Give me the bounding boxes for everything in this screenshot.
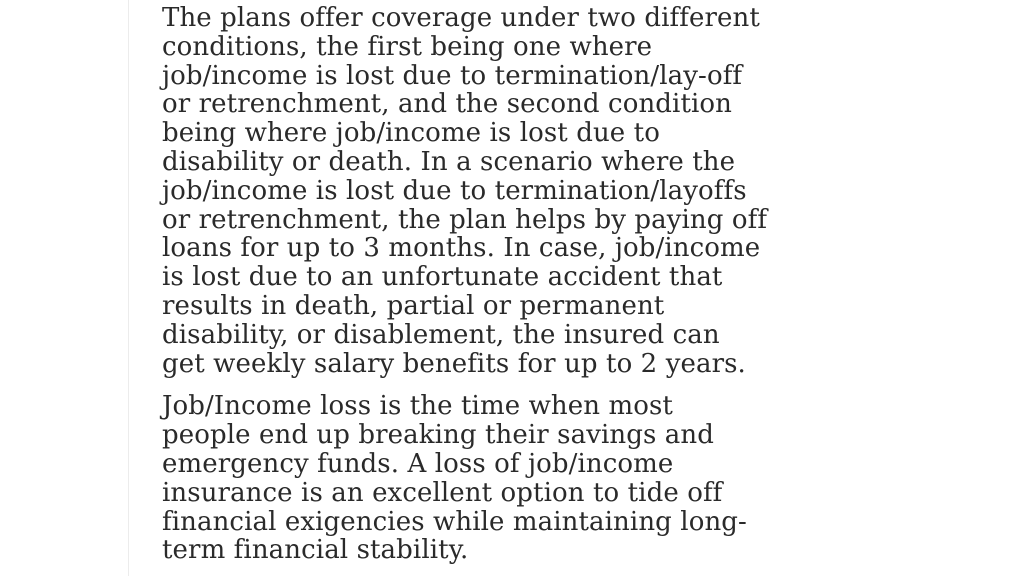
text-line: disability or death. In a scenario where the bbox=[162, 146, 736, 177]
text-line: people end up breaking their savings and bbox=[162, 420, 714, 451]
text-line: job/income is lost due to termination/layoffs bbox=[162, 175, 747, 206]
right-margin bbox=[920, 0, 1024, 576]
text-line: term financial stability. bbox=[162, 535, 469, 566]
text-line: Job/Income loss is the time when most bbox=[162, 391, 673, 422]
text-line: being where job/income is lost due to bbox=[162, 118, 660, 149]
text-line: insurance is an excellent option to tide off bbox=[162, 477, 723, 508]
text-line: or retrenchment, and the second condition bbox=[162, 89, 733, 120]
text-line: is lost due to an unfortunate accident that bbox=[162, 262, 723, 293]
text-line: results in death, partial or permanent bbox=[162, 290, 665, 321]
text-line: The plans offer coverage under two different bbox=[162, 3, 760, 33]
text-line: loans for up to 3 months. In case, job/income bbox=[162, 233, 761, 264]
text-line: or retrenchment, the plan helps by paying off bbox=[162, 204, 768, 235]
paragraph-coverage-conditions bbox=[162, 4, 922, 378]
text-line: get weekly salary benefits for up to 2 years. bbox=[162, 348, 746, 379]
text-line: job/income is lost due to termination/lay-off bbox=[162, 60, 743, 91]
paragraph-income-loss bbox=[162, 392, 922, 565]
article-body bbox=[162, 4, 922, 565]
text-line: financial exigencies while maintaining long- bbox=[162, 506, 747, 537]
text-line: conditions, the first being one where bbox=[162, 31, 653, 62]
text-line: emergency funds. A loss of job/income bbox=[162, 448, 674, 479]
text-line: disability, or disablement, the insured can bbox=[162, 319, 720, 350]
left-margin bbox=[0, 0, 129, 576]
